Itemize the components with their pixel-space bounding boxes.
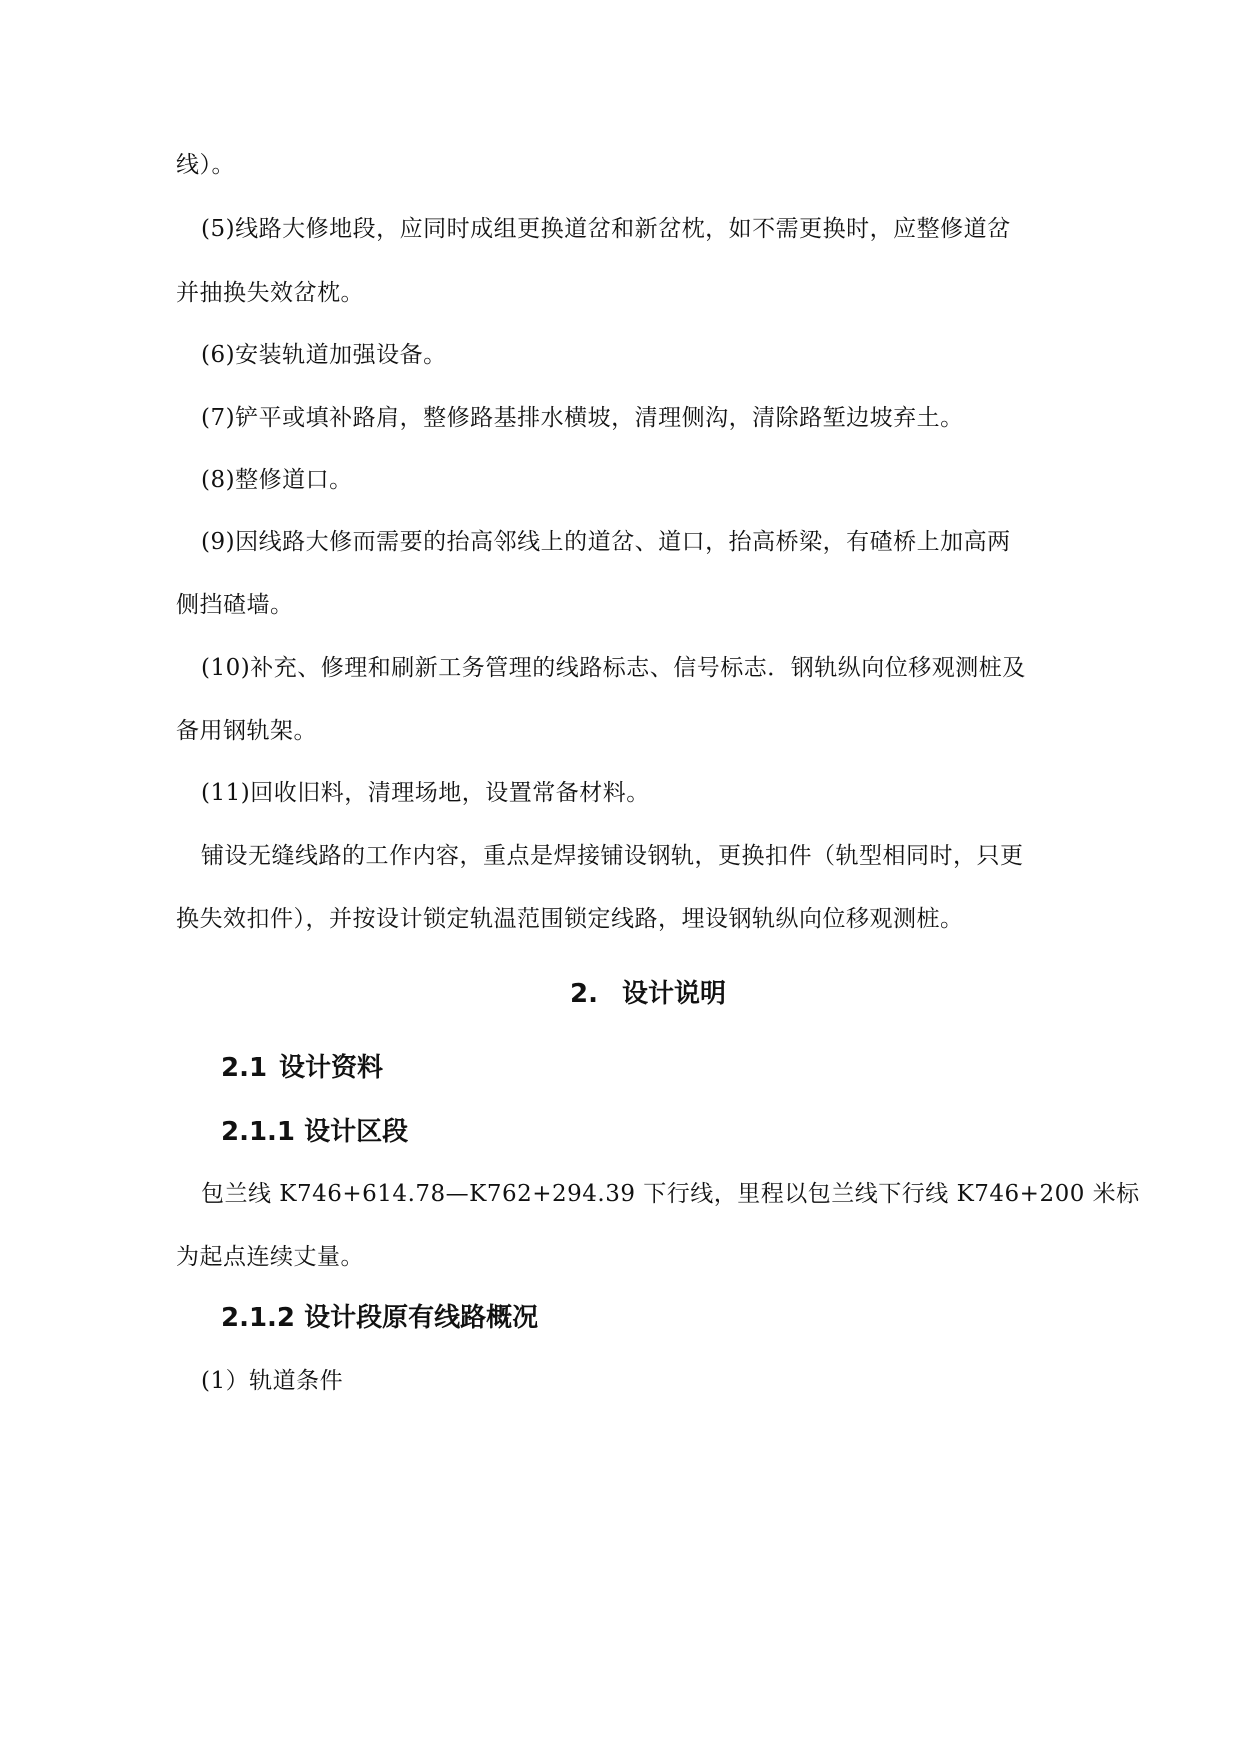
- paragraph-line: 铺设无缝线路的工作内容，重点是焊接铺设钢轨，更换扣件（轨型相同时，只更: [201, 843, 1024, 869]
- paragraph-line: 包兰线 K746+614.78—K762+294.39 下行线，里程以包兰线下行线 K746+200 米标: [201, 1181, 1140, 1207]
- paragraph-line: (8)整修道口。: [201, 467, 353, 493]
- paragraph-line: 侧挡碴墙。: [176, 592, 294, 618]
- subsubsection-heading: 2.1.1 设计区段: [221, 1117, 409, 1147]
- paragraph-line: (6)安装轨道加强设备。: [201, 342, 447, 368]
- subsection-number: 2.1: [221, 1053, 268, 1083]
- paragraph-line: (9)因线路大修而需要的抬高邻线上的道岔、道口，抬高桥梁，有碴桥上加高两: [201, 529, 1011, 555]
- subsection-title: 设计资料: [279, 1053, 384, 1083]
- paragraph-line: 并抽换失效岔枕。: [176, 280, 364, 306]
- section-title: 设计说明: [622, 979, 727, 1009]
- paragraph-line: 备用钢轨架。: [176, 718, 317, 744]
- section-number: 2.: [570, 979, 598, 1009]
- section-heading: [570, 978, 726, 1010]
- paragraph-line: (1）轨道条件: [201, 1368, 344, 1394]
- subsection-heading: [221, 1052, 383, 1084]
- paragraph-line: (10)补充、修理和刷新工务管理的线路标志、信号标志．钢轨纵向位移观测桩及: [201, 655, 1026, 681]
- paragraph-line: 换失效扣件），并按设计锁定轨温范围锁定线路，埋设钢轨纵向位移观测桩。: [176, 906, 964, 932]
- paragraph-line: 为起点连续丈量。: [176, 1244, 364, 1270]
- paragraph-line: (7)铲平或填补路肩，整修路基排水横坡，清理侧沟，清除路堑边坡弃土。: [201, 405, 964, 431]
- subsubsection-heading: 2.1.2 设计段原有线路概况: [221, 1303, 539, 1333]
- paragraph-line: (11)回收旧料，清理场地，设置常备材料。: [201, 780, 650, 806]
- paragraph-line: (5)线路大修地段，应同时成组更换道岔和新岔枕，如不需更换时，应整修道岔: [201, 216, 1011, 242]
- paragraph-line: 线）。: [176, 152, 235, 178]
